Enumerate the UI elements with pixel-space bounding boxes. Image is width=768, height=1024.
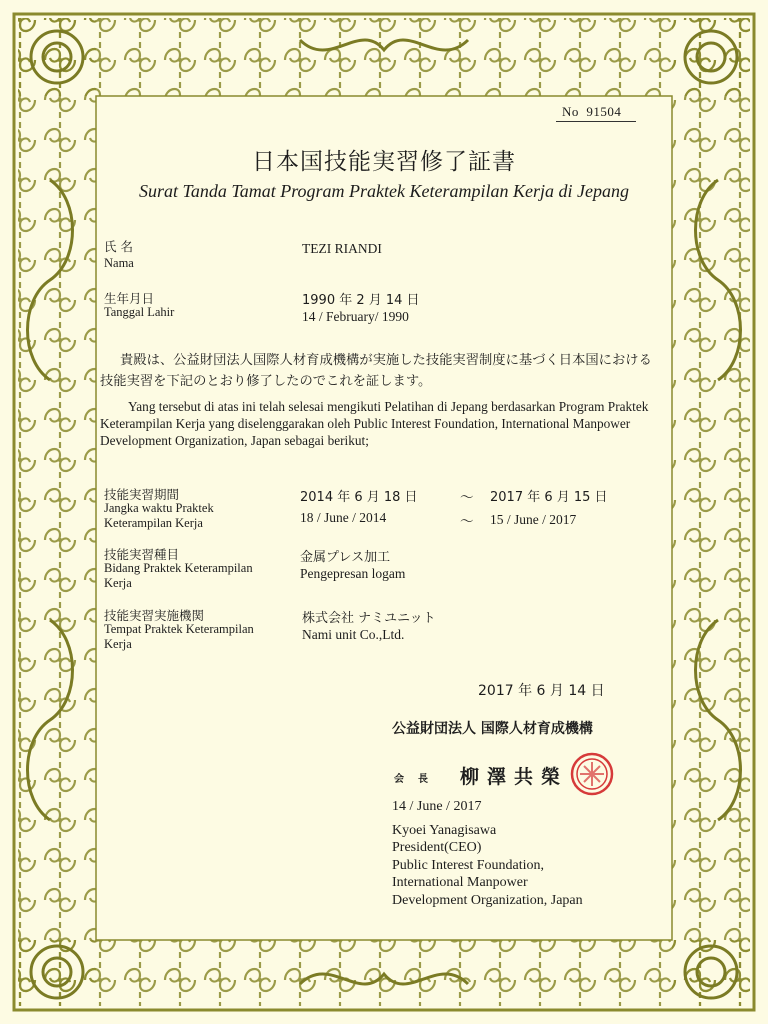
period-label-id: Jangka waktu Praktek Keterampilan Kerja (104, 501, 214, 530)
period-start-jp: 2014 年 6 月 18 日 (300, 490, 418, 505)
organization-en-line2: International Manpower (392, 875, 528, 890)
official-seal-icon (570, 752, 614, 796)
organization-en-line1: Public Interest Foundation, (392, 857, 545, 873)
field-value-id: Pengepresan logam (300, 566, 406, 581)
field-label-id: Bidang Praktek Keterampilan Kerja (104, 561, 253, 590)
president-title-jp: 会長 (394, 774, 442, 785)
birth-value-id: 14 / February/ 1990 (302, 309, 409, 324)
president-name-en: Kyoei Yanagisawa (392, 822, 497, 838)
name-value: TEZI RIANDI (302, 241, 382, 256)
place-label-id: Tempat Praktek Keterampilan Kerja (104, 622, 254, 651)
statement-japanese: 貴殿は、公益財団法人国際人材育成機構が実施した技能実習制度に基づく日本国における技能実習を下記のとおり修了したのでこれを証します。 (100, 353, 652, 389)
place-value-jp: 株式会社 ナミユニット (302, 611, 436, 626)
period-end-id: 15 / June / 2017 (490, 512, 577, 527)
period-label-jp: 技能実習期間 (104, 487, 180, 502)
organization-jp: 公益財団法人 国際人材育成機構 (392, 721, 593, 737)
certificate-number-prefix: No (562, 104, 579, 119)
period-separator-1: ～ (460, 490, 474, 505)
birth-label-jp: 生年月日 (104, 291, 155, 306)
birth-value-jp: 1990 年 2 月 14 日 (302, 293, 420, 308)
place-label-jp: 技能実習実施機関 (104, 608, 205, 623)
issue-date-en: 14 / June / 2017 (392, 799, 482, 814)
title-japanese: 日本国技能実習修了証書 (252, 149, 516, 175)
certificate-number-underline (556, 121, 636, 122)
name-label-id: Nama (104, 256, 134, 270)
issue-date-jp: 2017 年 6 月 14 日 (478, 683, 605, 699)
certificate-number-value: 91504 (586, 104, 622, 119)
name-label-jp: 氏 名 (104, 239, 133, 254)
place-value-id: Nami unit Co.,Ltd. (302, 627, 405, 642)
statement-indonesian: Yang tersebut di atas ini telah selesai mengikuti Pelatihan di Jepang berdasarkan Program Praktek Keterampilan Kerja yang diselenggarakan oleh Public Interest Foundation, International Manpower Development Organization, Japan sebagai berikut; (100, 399, 649, 448)
english-signature-block (392, 798, 652, 909)
period-end-jp: 2017 年 6 月 15 日 (490, 490, 608, 505)
president-title-en: President(CEO) (392, 840, 482, 855)
title-indonesian: Surat Tanda Tamat Program Praktek Keterampilan Kerja di Jepang (139, 181, 629, 201)
president-name-jp: 柳澤共榮 (460, 766, 569, 788)
period-separator-2: ～ (460, 514, 474, 529)
field-value-jp: 金属プレス加工 (300, 550, 391, 565)
period-start-id: 18 / June / 2014 (300, 510, 387, 525)
certificate-number (562, 104, 621, 120)
field-label-jp: 技能実習種目 (104, 547, 180, 562)
organization-en-line3: Development Organization, Japan (392, 892, 583, 908)
birth-label-id: Tanggal Lahir (104, 305, 175, 319)
